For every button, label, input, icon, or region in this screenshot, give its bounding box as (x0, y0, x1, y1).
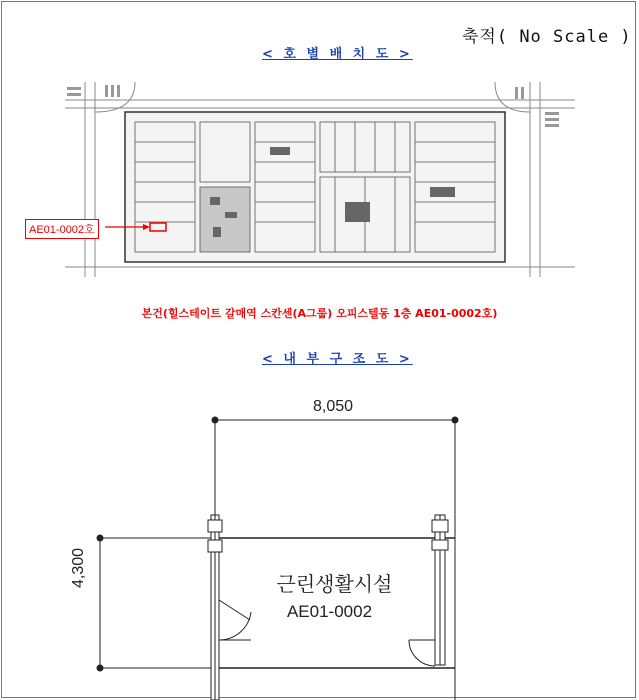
width-dimension: 8,050 (313, 398, 354, 415)
section-title-interior-layout: < 내 부 구 조 도 > (262, 352, 413, 367)
unit-callout-label: AE01-0002호 (25, 219, 99, 239)
room-name: 근린생활시설 (276, 572, 393, 596)
room-code: AE01-0002 (286, 602, 373, 621)
section-title-unit-layout: < 호 별 배 치 도 > (262, 47, 413, 62)
site-plan-drawing (65, 82, 575, 277)
floor-plan-drawing (70, 390, 490, 700)
scale-note: 축적( No Scale ) (462, 27, 632, 47)
height-dimension: 4,300 (70, 547, 87, 588)
site-plan-caption: 본건(힐스테이트 갈매역 스칸센(A그룹) 오피스텔동 1층 AE01-0002호) (141, 307, 498, 320)
